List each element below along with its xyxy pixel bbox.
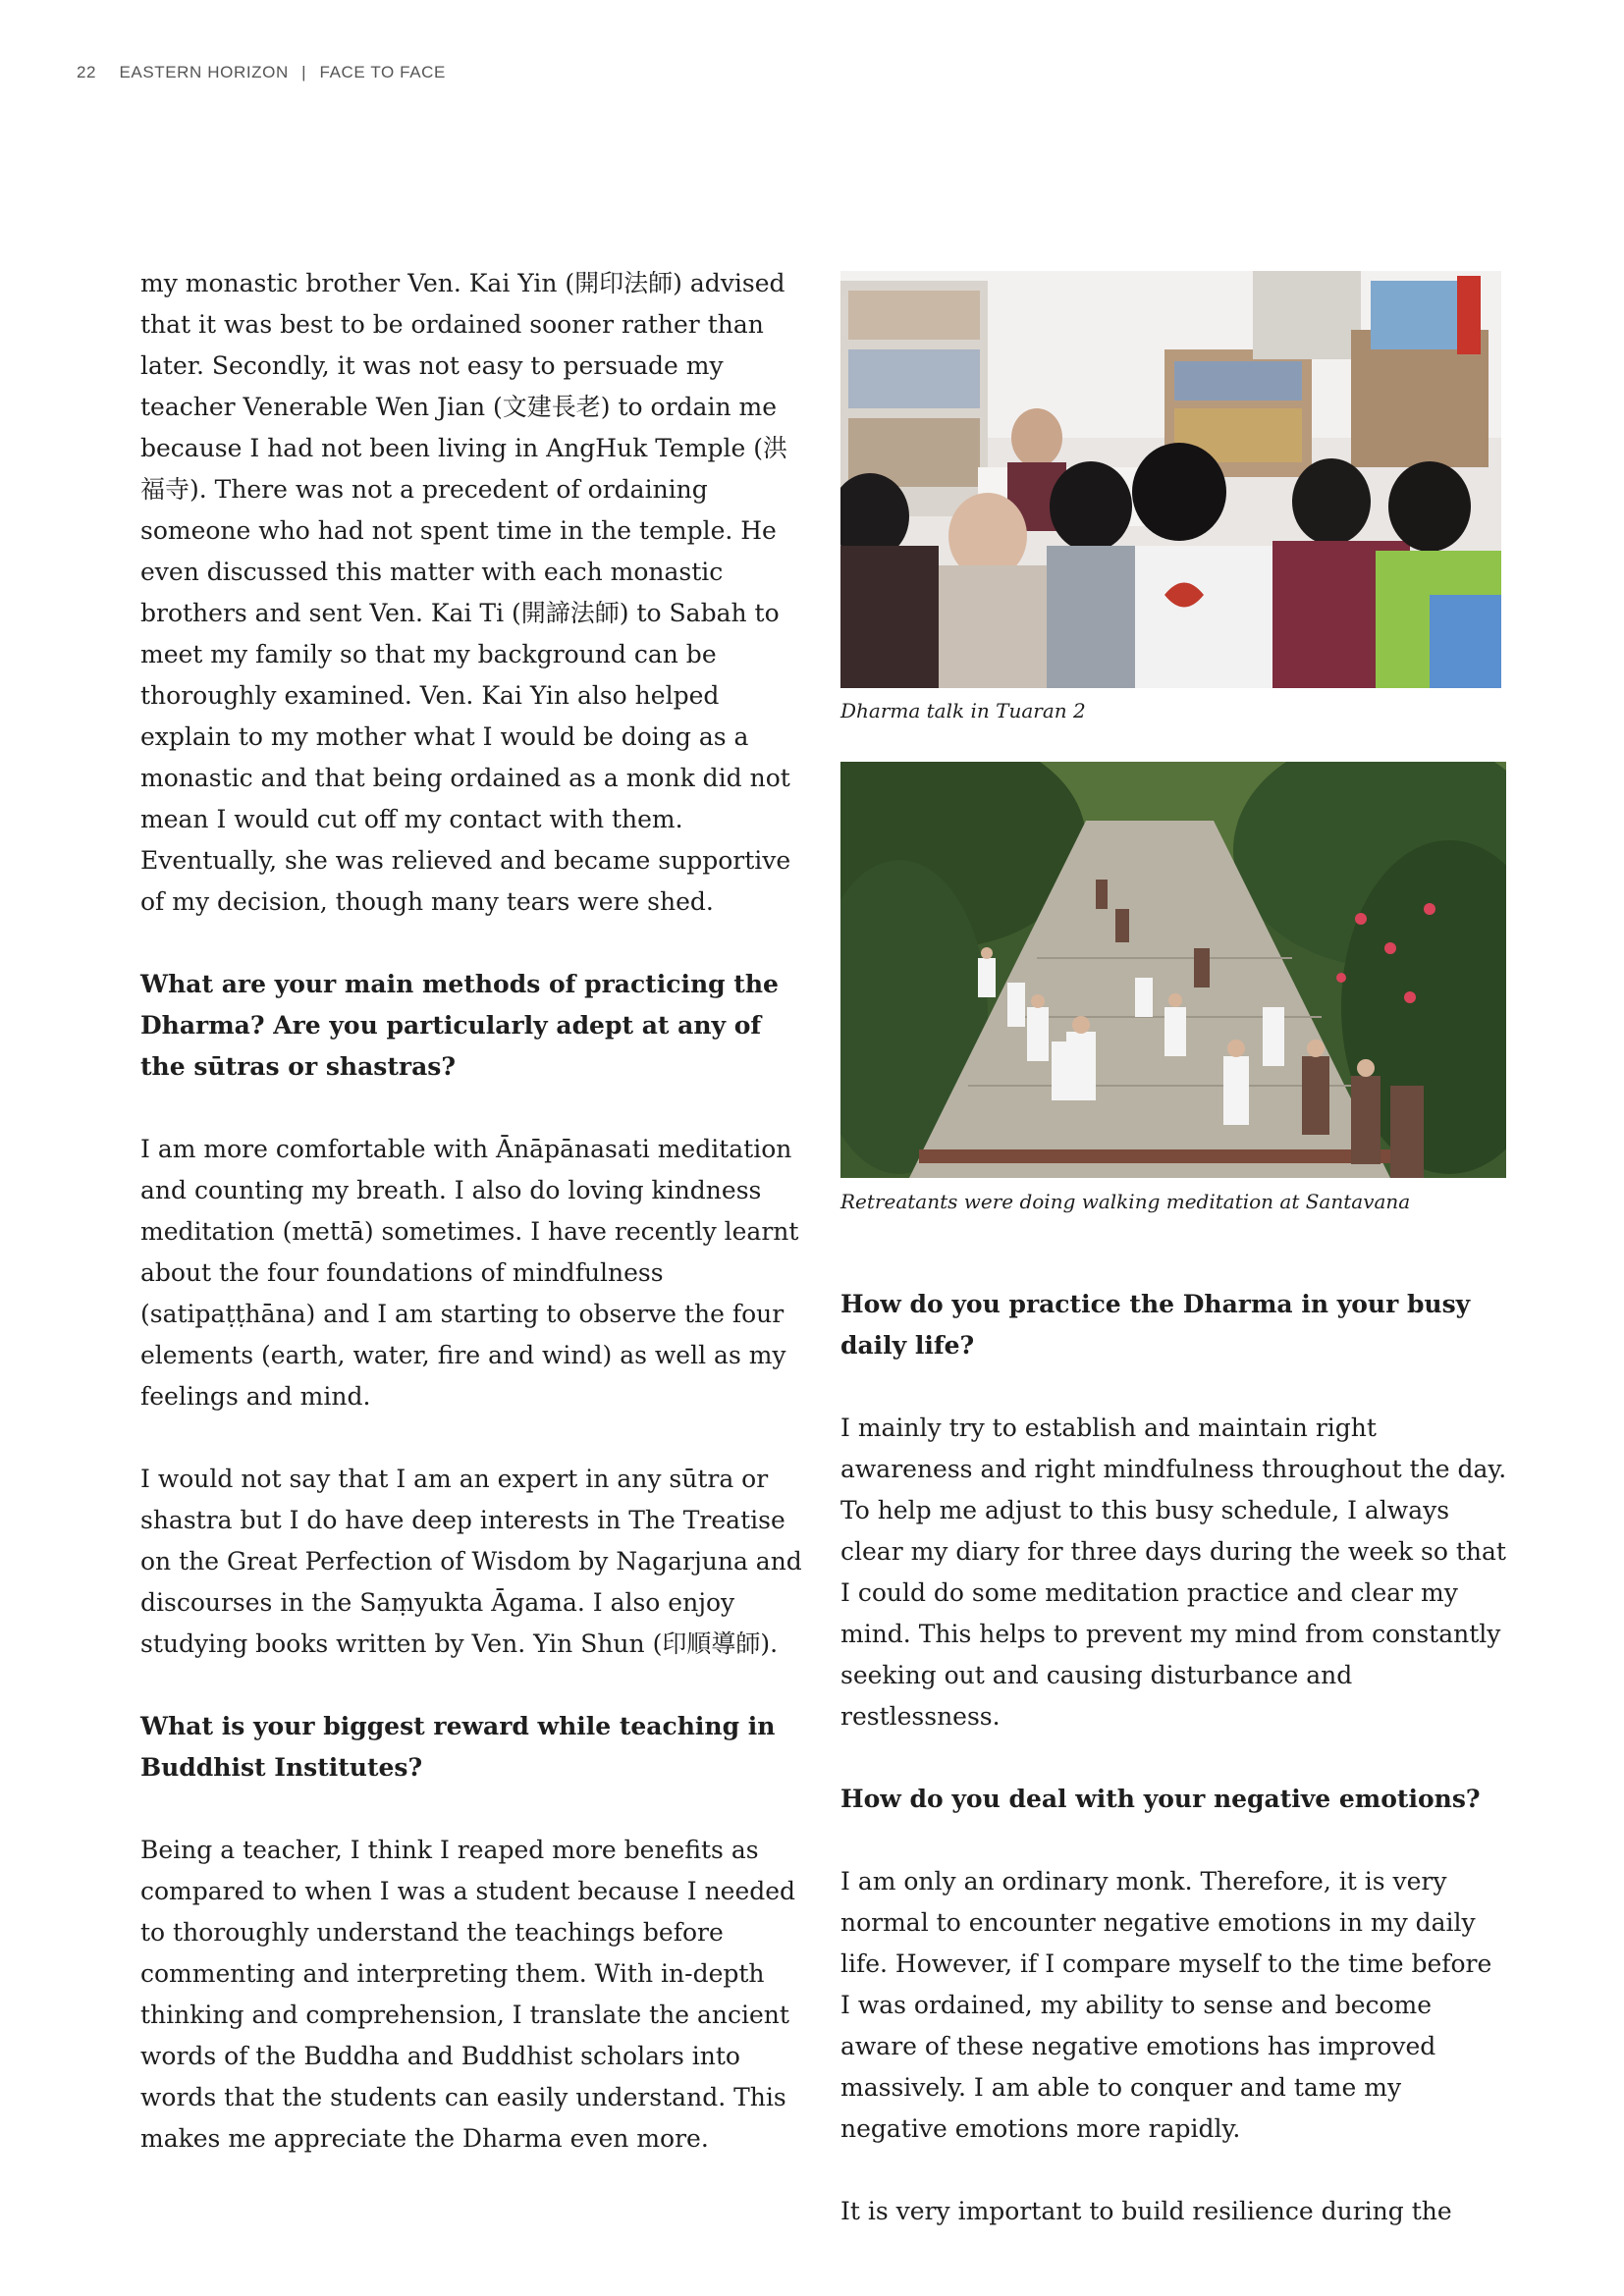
page-number: 22 bbox=[77, 63, 97, 81]
question-heading: What are your main methods of practicing the Dharma? Are you particularly adept at any of the sūtras or shastras? bbox=[140, 970, 779, 1081]
right-column bbox=[840, 1284, 1508, 2232]
header-separator: | bbox=[301, 63, 307, 81]
paragraph: Being a teacher, I think I reaped more benefits as compared to when I was a student because I needed to thoroughly understand the teachings before commenting and interpreting them. With in-depth thinking and comprehension, I translate the ancient words of the Buddha and Buddhist scholars into words that the students can easily understand. This makes me appreciate the Dharma even more. bbox=[140, 1836, 796, 2153]
walking-meditation-photo bbox=[840, 762, 1506, 1178]
magazine-name: EASTERN HORIZON bbox=[119, 63, 289, 81]
left-column bbox=[140, 263, 808, 2160]
question-heading: What is your biggest reward while teaching in Buddhist Institutes? bbox=[140, 1712, 776, 1782]
paragraph: I mainly try to establish and maintain right awareness and right mindfulness throughout the day. To help me adjust to this busy schedule, I always clear my diary for three days during the week so that I could do some meditation practice and clear my mind. This helps to prevent my mind from constantly seeking out and causing disturbance and restlessness. bbox=[840, 1414, 1507, 1731]
paragraph: my monastic brother Ven. Kai Yin (開印法師) advised that it was best to be ordained sooner rather than later. Secondly, it was not easy to persuade my teacher Venerable Wen Jian (文建長老) to ordain me because I had not been living in AngHuk Temple (洪福寺). There was not a precedent of ordaining someone who had not spent time in the temple. He even discussed this matter with each monastic brothers and sent Ven. Kai Ti (開諦法師) to Sabah to meet my family so that my background can be thoroughly examined. Ven. Kai Yin also helped explain to my mother what I would be doing as a monastic and that being ordained as a monk did not mean I would cut off my contact with them. Eventually, she was relieved and became supportive of my decision, though many tears were shed. bbox=[140, 269, 791, 916]
paragraph: I would not say that I am an expert in any sūtra or shastra but I do have deep interests in The Treatise on the Great Perfection of Wisdom by Nagarjuna and discourses in the Saṃyukta Āgama. I also enjoy studying books written by Ven. Yin Shun (印順導師). bbox=[140, 1465, 802, 1658]
paragraph: I am only an ordinary monk. Therefore, it is very normal to encounter negative emotions in my daily life. However, if I compare myself to the time before I was ordained, my ability to sense and become aware of these negative emotions has improved massively. I am able to conquer and tame my negative emotions more rapidly. bbox=[840, 1867, 1492, 2143]
photo-caption: Retreatants were doing walking meditation at Santavana bbox=[840, 1190, 1411, 1213]
paragraph: I am more comfortable with Ānāpānasati meditation and counting my breath. I also do loving kindness meditation (mettā) sometimes. I have recently learnt about the four foundations of mindfulness (satipaṭṭhāna) and I am starting to observe the four elements (earth, water, fire and wind) as well as my feelings and mind. bbox=[140, 1135, 799, 1411]
question-heading: How do you practice the Dharma in your busy daily life? bbox=[840, 1290, 1471, 1360]
section-name: FACE TO FACE bbox=[319, 63, 446, 81]
paragraph: It is very important to build resilience during the bbox=[840, 2197, 1452, 2225]
question-heading: How do you deal with your negative emotions? bbox=[840, 1785, 1481, 1813]
dharma-talk-photo bbox=[840, 271, 1501, 688]
photo-caption: Dharma talk in Tuaran 2 bbox=[840, 699, 1086, 722]
running-head bbox=[77, 63, 446, 82]
